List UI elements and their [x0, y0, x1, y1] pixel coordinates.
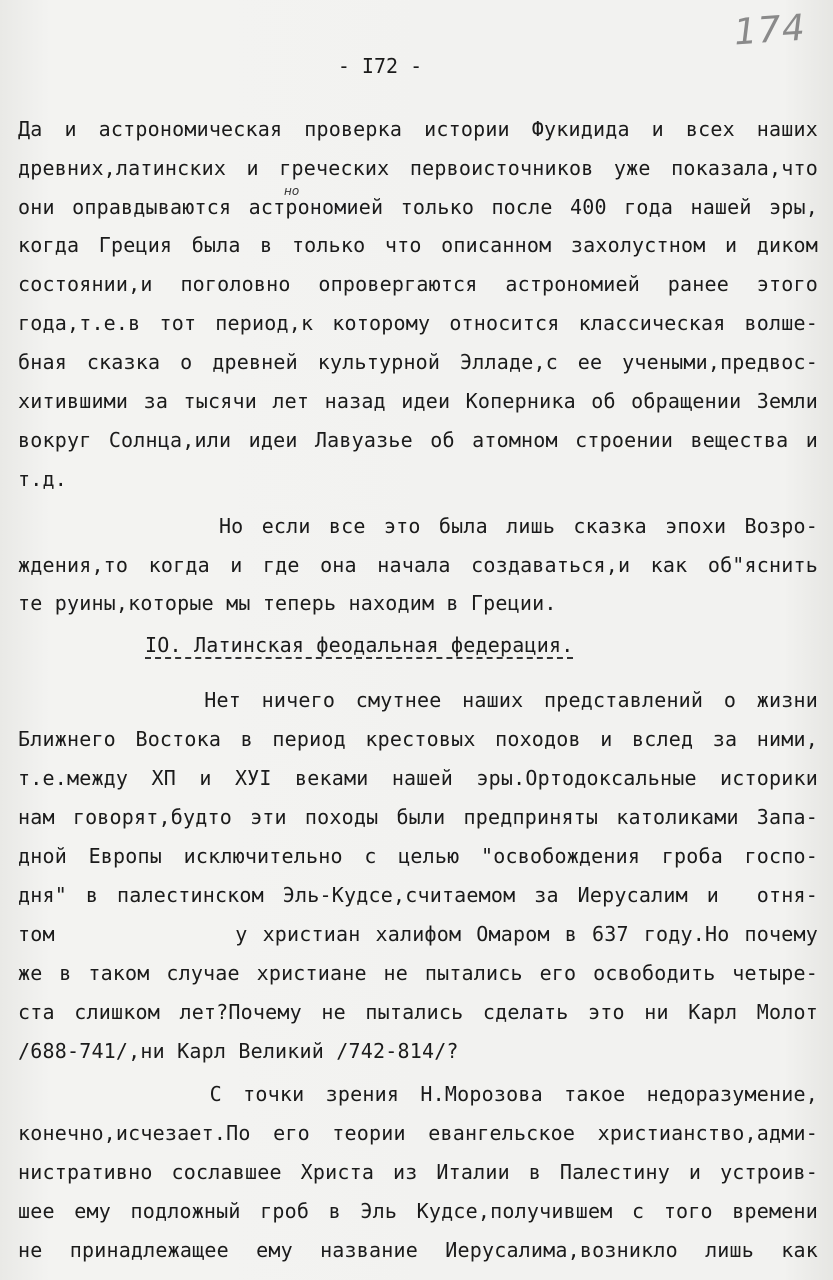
- text-line: те руины,которые мы теперь находим в Греции.: [18, 591, 557, 615]
- text-line: том у христиан халифом Омаром в 637 году.Но почему: [18, 922, 818, 946]
- text-line: ждения,то когда и где она начала создаваться,и как об"яснить: [18, 553, 818, 577]
- text-line: же в таком случае христиане не пытались его освободить четыре-: [18, 961, 818, 985]
- text-line: /688-741/,ни Карл Великий /742-814/?: [18, 1039, 459, 1063]
- text-line: года,т.е.в тот период,к которому относится классическая волше-: [18, 311, 818, 335]
- text-line: т.е.между ХП и ХУI веками нашей эры.Ортодоксальные историки: [18, 766, 818, 790]
- text-line: вокруг Солнца,или идеи Лавуазье об атомном строении вещества и: [18, 428, 818, 452]
- text-line: нам говорят,будто эти походы были предприняты католиками Запа-: [18, 805, 818, 829]
- text-line: когда Греция была в только что описанном захолустном и диком: [18, 233, 818, 257]
- text-line: конечно,исчезает.По его теории евангельское христианство,адми-: [18, 1121, 818, 1145]
- handwritten-correction: но: [284, 184, 300, 198]
- text-line: шее ему подложный гроб в Эль Кудсе,получившем с того времени: [18, 1199, 818, 1223]
- archive-number: 174: [732, 7, 808, 54]
- text-line: С точки зрения Н.Морозова такое недоразумение,: [18, 1082, 818, 1106]
- text-line: они оправдываются астрономией только после 400 года нашей эры,: [18, 195, 818, 219]
- page-number: - I72 -: [337, 54, 423, 78]
- text-line: нистративно сославшее Христа из Италии в Палестину и устроив-: [18, 1160, 818, 1184]
- text-line: т.д.: [18, 467, 67, 491]
- text-line: древних,латинских и греческих первоисточников уже показала,что: [18, 156, 818, 180]
- text-line: хитившими за тысячи лет назад идеи Коперника об обращении Земли: [18, 389, 818, 413]
- text-line: Ближнего Востока в период крестовых походов и вслед за ними,: [18, 727, 818, 751]
- text-line: Но если все это была лишь сказка эпохи Возро-: [18, 514, 818, 538]
- text-line: дня" в палестинском Эль-Кудсе,считаемом за Иерусалим и отня-: [18, 883, 818, 907]
- text-line: ста слишком лет?Почему не пытались сделать это ни Карл Молот: [18, 1000, 818, 1024]
- text-line: состоянии,и поголовно опровергаются астрономией ранее этого: [18, 272, 818, 296]
- text-line: Да и астрономическая проверка истории Фукидида и всех наших: [18, 117, 818, 141]
- section-heading: IO. Латинская феодальная федерация.: [145, 633, 574, 657]
- text-line: дной Европы исключительно с целью "освобождения гроба госпо-: [18, 844, 818, 868]
- text-line: Нет ничего смутнее наших представлений о жизни: [18, 688, 818, 712]
- text-line: не принадлежащее ему название Иерусалима,возникло лишь как: [18, 1238, 818, 1262]
- text-line: бная сказка о древней культурной Элладе,с ее учеными,предвос-: [18, 350, 818, 374]
